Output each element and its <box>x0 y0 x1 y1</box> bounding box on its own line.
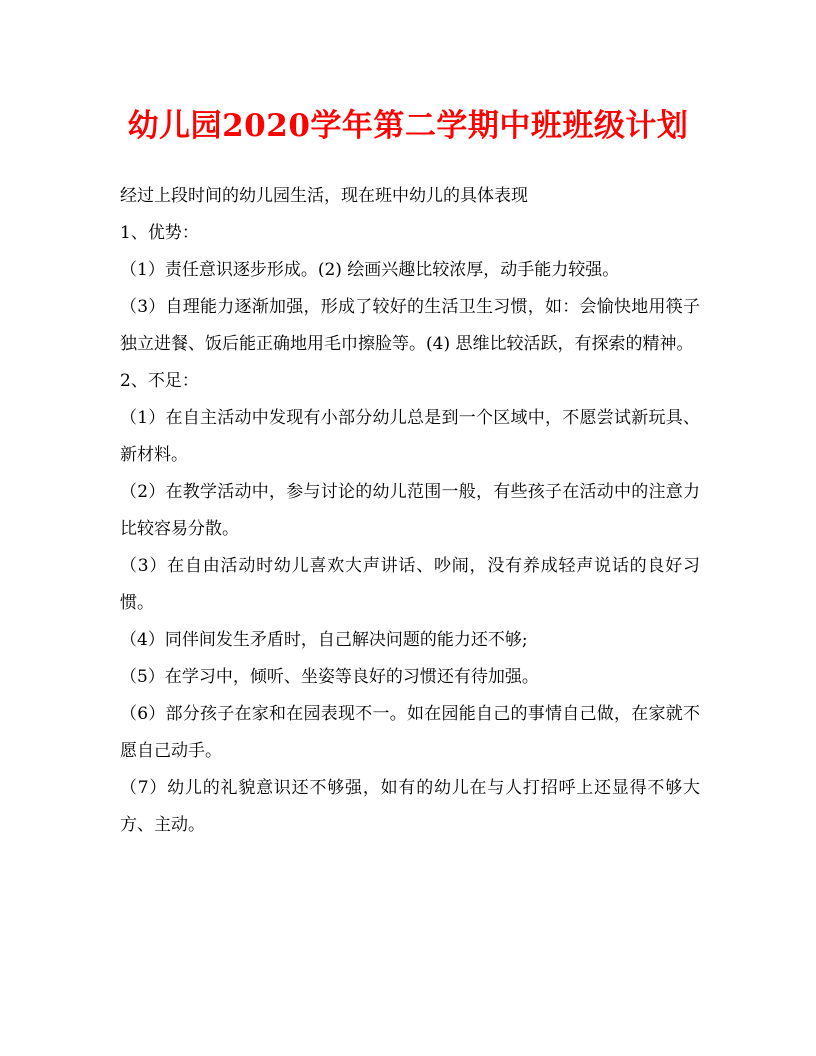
paragraph-weakness-2: （2）在教学活动中，参与讨论的幼儿范围一般，有些孩子在活动中的注意力比较容易分散。 <box>120 482 700 539</box>
paragraph-strength-3-4: （3）自理能力逐渐加强，形成了较好的生活卫生习惯，如：会愉快地用筷子独立进餐、饭后能正确地用毛巾擦脸等。(4) 思维比较活跃，有探索的精神。 <box>120 297 700 354</box>
paragraph-intro: 经过上段时间的幼儿园生活，现在班中幼儿的具体表现 <box>120 186 528 206</box>
document-title: 幼儿园2020学年第二学期中班班级计划 <box>127 108 689 144</box>
paragraph-weakness-4: （4）同伴间发生矛盾时，自己解决问题的能力还不够; <box>120 630 528 650</box>
document-body <box>120 178 700 844</box>
paragraph-weakness-6: （6）部分孩子在家和在园表现不一。如在园能自己的事情自己做，在家就不愿自己动手。 <box>120 704 700 761</box>
paragraph-weakness-7: （7）幼儿的礼貌意识还不够强，如有的幼儿在与人打招呼上还显得不够大方、主动。 <box>120 778 700 835</box>
paragraph-strength-1-2: （1）责任意识逐步形成。(2) 绘画兴趣比较浓厚，动手能力较强。 <box>120 260 620 280</box>
heading-weaknesses: 2、不足： <box>120 371 199 391</box>
paragraph-weakness-1: （1）在自主活动中发现有小部分幼儿总是到一个区域中，不愿尝试新玩具、新材料。 <box>120 408 700 465</box>
paragraph-weakness-3: （3）在自由活动时幼儿喜欢大声讲话、吵闹，没有养成轻声说话的良好习惯。 <box>120 556 700 613</box>
paragraph-weakness-5: （5）在学习中，倾听、坐姿等良好的习惯还有待加强。 <box>120 667 539 687</box>
heading-strengths: 1、优势： <box>120 223 199 243</box>
